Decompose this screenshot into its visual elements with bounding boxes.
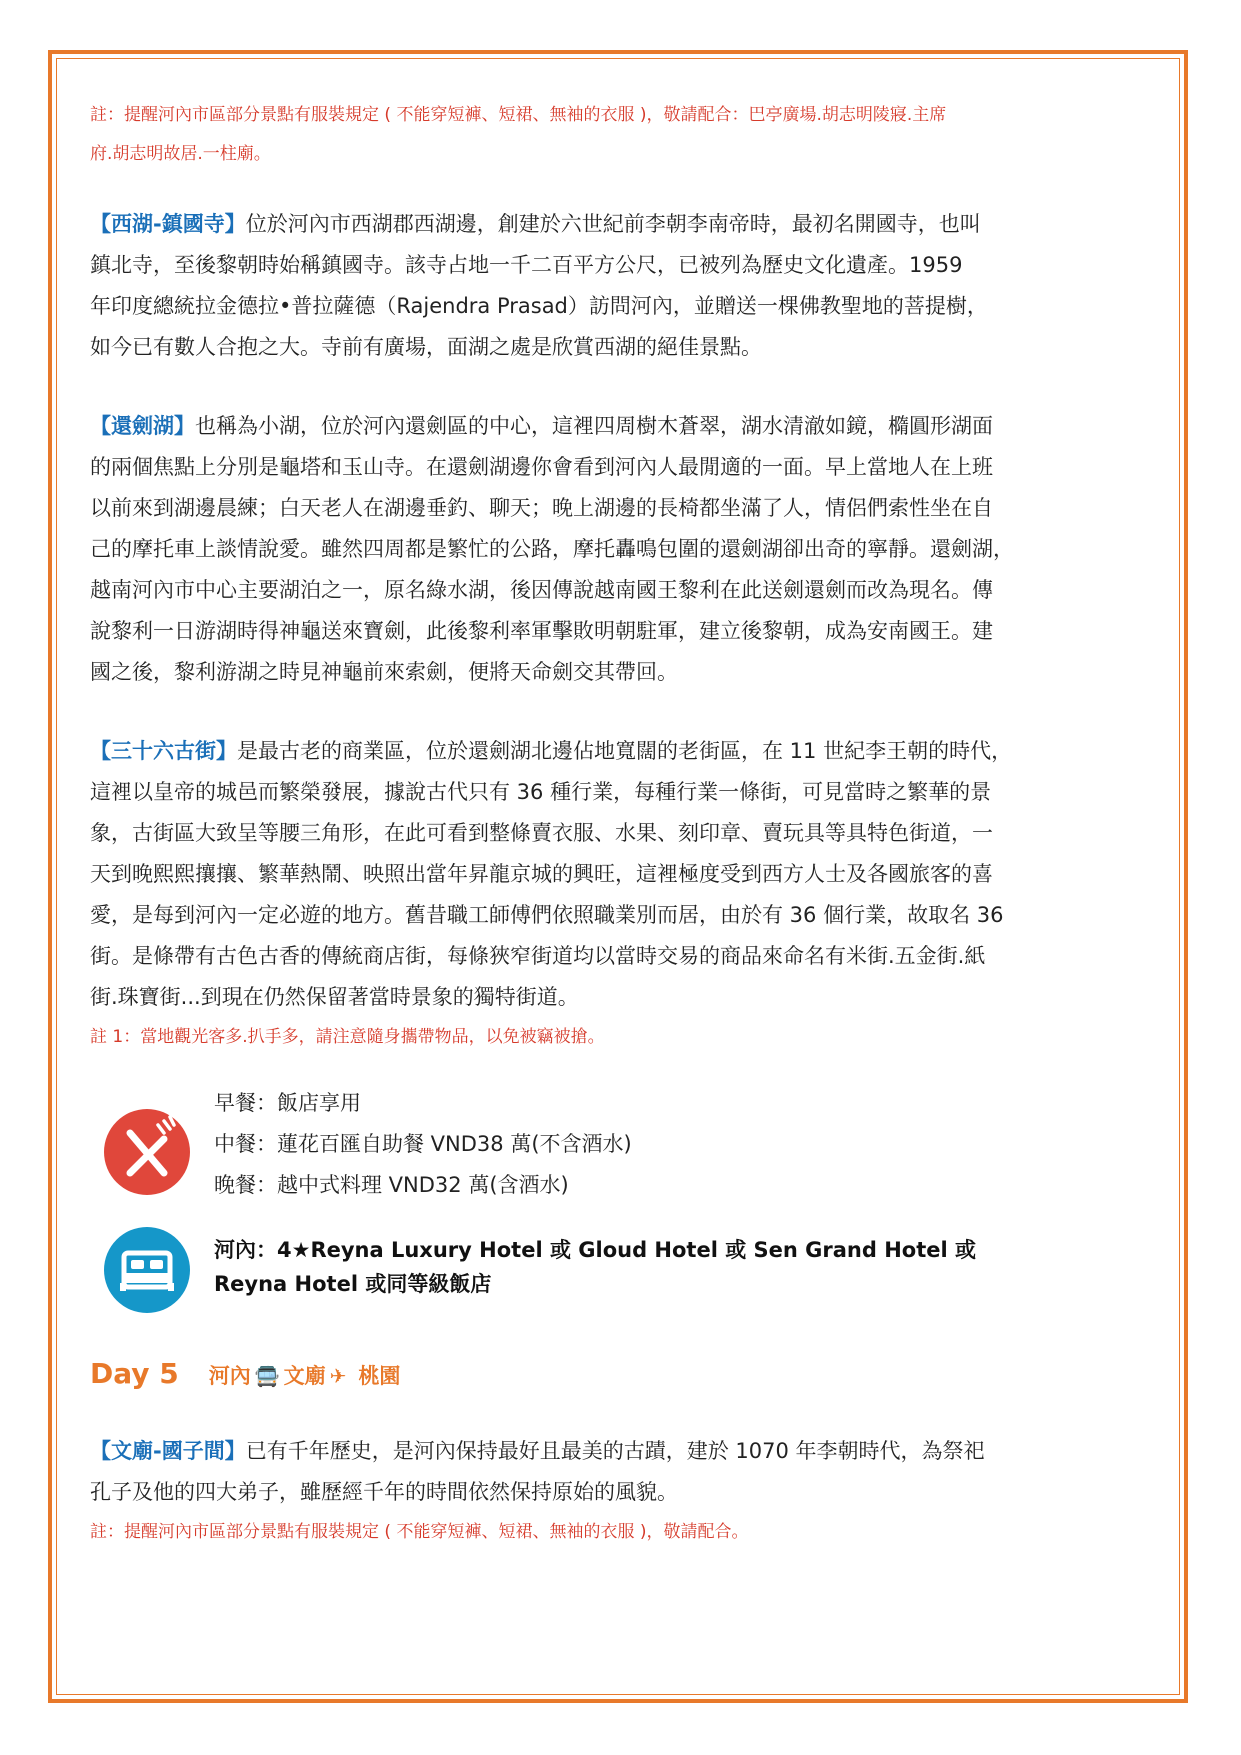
- hoankiem-line: 己的摩托車上談情說愛。雖然四周都是繁忙的公路，摩托轟鳴包圍的還劍湖卻出奇的寧靜。還劍湖，: [90, 537, 1014, 561]
- hotel-info: [214, 1233, 1074, 1301]
- oldquarter-paragraph: [90, 731, 1152, 1018]
- plane-icon: ✈: [329, 1364, 347, 1388]
- bed-icon: [104, 1227, 190, 1313]
- hotel-block: [90, 1223, 1152, 1323]
- oldquarter-line: 象，古街區大致呈等腰三角形，在此可看到整條賣衣服、水果、刻印章、賣玩具等具特色街道，一: [90, 821, 993, 845]
- hoankiem-paragraph: [90, 406, 1152, 693]
- dress-code-note-line2: 府.胡志明故居.一柱廟。: [90, 144, 271, 164]
- lunch-line: 中餐：蓮花百匯自助餐 VND38 萬(不含酒水): [214, 1132, 632, 1156]
- breakfast-line: 早餐：飯店享用: [214, 1091, 361, 1115]
- pickpocket-note: 註 1：當地觀光客多.扒手多，請注意隨身攜帶物品，以免被竊被搶。: [90, 1027, 605, 1047]
- oldquarter-line: 天到晚熙熙攘攘、繁華熱鬧、映照出當年昇龍京城的興旺，這裡極度受到西方人士及各國旅客的喜: [90, 862, 993, 886]
- hotel-line: 河內：4★Reyna Luxury Hotel 或 Gloud Hotel 或 Sen Grand Hotel 或: [214, 1238, 976, 1262]
- hotel-line: Reyna Hotel 或同等級飯店: [214, 1272, 492, 1296]
- dress-code-note-line1: 註：提醒河內市區部分景點有服裝規定 ( 不能穿短褲、短裙、無袖的衣服 )，敬請配合：巴亭廣場.胡志明陵寢.主席: [90, 105, 947, 125]
- hoankiem-line: 國之後，黎利游湖之時見神龜前來索劍，便將天命劍交其帶回。: [90, 660, 678, 684]
- page-content: [90, 96, 1152, 1552]
- hoankiem-line: 以前來到湖邊晨練；白天老人在湖邊垂釣、聊天；晚上湖邊的長椅都坐滿了人，情侶們索性坐在自: [90, 496, 993, 520]
- day5-label: Day 5: [90, 1357, 179, 1390]
- westlake-line: 位於河內市西湖郡西湖邊，創建於六世紀前李朝李南帝時，最初名開國寺，也叫: [245, 212, 981, 236]
- westlake-line: 鎮北寺，至後黎朝時始稱鎮國寺。該寺占地一千二百平方公尺，已被列為歷史文化遺產。1959: [90, 253, 963, 277]
- meals-block: [90, 1083, 1152, 1203]
- hoankiem-tag: 【還劍湖】: [90, 414, 195, 438]
- westlake-line: 年印度總統拉金德拉•普拉薩德（Rajendra Prasad）訪問河內，並贈送一棵佛教聖地的菩提樹，: [90, 294, 988, 318]
- oldquarter-line: 愛，是每到河內一定必遊的地方。舊昔職工師傅們依照職業別而居，由於有 36 個行業，故取名 36: [90, 903, 1004, 927]
- day5-heading: [90, 1357, 1152, 1401]
- temple-line: 孔子及他的四大弟子，雖歷經千年的時間依然保持原始的風貌。: [90, 1480, 678, 1504]
- oldquarter-tag: 【三十六古街】: [90, 739, 237, 763]
- westlake-line: 如今已有數人合抱之大。寺前有廣場，面湖之處是欣賞西湖的絕佳景點。: [90, 335, 762, 359]
- hoankiem-line: 越南河內市中心主要湖泊之一，原名綠水湖，後因傳說越南國王黎利在此送劍還劍而改為現名。傳: [90, 578, 993, 602]
- dinner-line: 晚餐：越中式料理 VND32 萬(含酒水): [214, 1173, 569, 1197]
- dress-code-note: [90, 96, 1152, 174]
- hoankiem-line: 的兩個焦點上分別是龜塔和玉山寺。在還劍湖邊你會看到河內人最閒適的一面。早上當地人在上班: [90, 455, 993, 479]
- route-temple: 文廟: [283, 1364, 326, 1388]
- temple-tag: 【文廟-國子間】: [90, 1439, 246, 1463]
- oldquarter-line: 這裡以皇帝的城邑而繁榮發展，據說古代只有 36 種行業，每種行業一條街，可見當時之繁華的景: [90, 780, 992, 804]
- fork-knife-icon: [104, 1109, 190, 1195]
- route-taoyuan: 桃園: [358, 1364, 401, 1388]
- temple-dress-note: 註：提醒河內市區部分景點有服裝規定 ( 不能穿短褲、短裙、無袖的衣服 )，敬請配合。: [90, 1522, 749, 1542]
- temple-paragraph: [90, 1431, 1152, 1513]
- meal-list: [214, 1083, 632, 1206]
- hoankiem-line: 也稱為小湖，位於河內還劍區的中心，這裡四周樹木蒼翠，湖水清澈如鏡，橢圓形湖面: [195, 414, 993, 438]
- bus-icon: 🚍: [254, 1364, 280, 1388]
- hoankiem-line: 說黎利一日游湖時得神龜送來寶劍，此後黎利率軍擊敗明朝駐軍，建立後黎朝，成為安南國王。建: [90, 619, 993, 643]
- westlake-paragraph: [90, 204, 1152, 368]
- oldquarter-line: 街.珠寶街...到現在仍然保留著當時景象的獨特街道。: [90, 985, 579, 1009]
- oldquarter-line: 是最古老的商業區，位於還劍湖北邊佔地寬闊的老街區，在 11 世紀李王朝的時代，: [237, 739, 1013, 763]
- route-hanoi: 河內: [208, 1364, 251, 1388]
- oldquarter-line: 街。是條帶有古色古香的傳統商店街，每條狹窄街道均以當時交易的商品來命名有米街.五金街.紙: [90, 944, 986, 968]
- westlake-tag: 【西湖-鎮國寺】: [90, 212, 246, 236]
- temple-line: 已有千年歷史，是河內保持最好且最美的古蹟，建於 1070 年李朝時代，為祭祀: [245, 1439, 985, 1463]
